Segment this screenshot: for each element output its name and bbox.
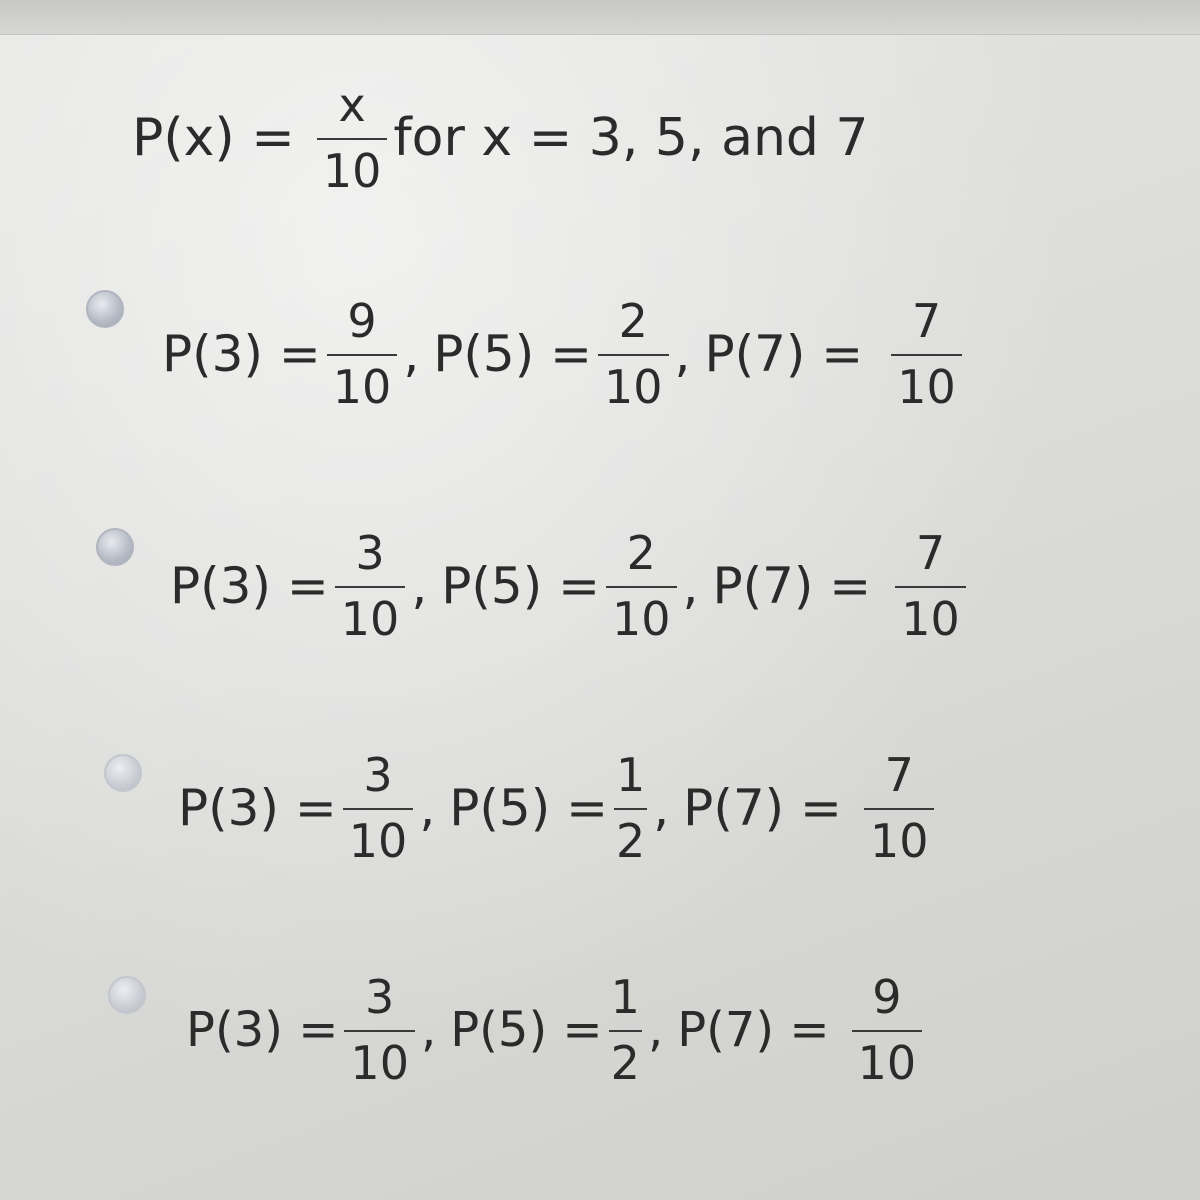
fraction-numerator: 7 [884, 748, 914, 802]
fraction-denominator: 10 [897, 360, 956, 414]
option-label-p3: P(3) = [170, 557, 329, 615]
option-label-p3: P(3) = [178, 779, 337, 837]
option-label-p5: P(5) = [441, 557, 600, 615]
comma: , [403, 325, 420, 383]
question-expression [132, 78, 869, 198]
question-lhs: P(x) = [132, 108, 295, 168]
fraction-numerator: 7 [911, 294, 942, 348]
fraction-bar [606, 586, 677, 588]
fraction-numerator: 2 [626, 526, 656, 580]
fraction-numerator: 3 [355, 526, 385, 580]
option-label-p5: P(5) = [449, 779, 608, 837]
fraction-denominator: 2 [610, 1036, 640, 1090]
fraction-numerator: 2 [618, 294, 648, 348]
fraction-denominator: 10 [869, 814, 929, 868]
comma: , [419, 779, 436, 837]
comma: , [653, 779, 670, 837]
window-top-edge [0, 0, 1200, 35]
fraction-numerator: 3 [363, 748, 393, 802]
fraction-denominator: 10 [322, 144, 382, 198]
fraction-denominator: 10 [350, 1036, 409, 1090]
fraction-bar [864, 808, 935, 810]
answer-radio-2[interactable] [96, 528, 134, 566]
fraction-numerator: 1 [610, 970, 640, 1024]
fraction-bar [852, 1030, 923, 1032]
fraction-bar [327, 354, 398, 356]
option-fraction-p7 [895, 526, 966, 646]
fraction-bar [335, 586, 406, 588]
fraction-denominator: 10 [332, 360, 392, 414]
option-fraction-p3 [335, 526, 406, 646]
option-fraction-p3 [344, 970, 415, 1090]
fraction-denominator: 2 [615, 814, 646, 868]
answer-option-1[interactable] [162, 294, 968, 414]
fraction-numerator: 1 [615, 748, 646, 802]
option-label-p3: P(3) = [186, 1002, 339, 1058]
answer-radio-3[interactable] [104, 754, 142, 792]
option-fraction-p5 [614, 748, 647, 868]
fraction-denominator: 10 [857, 1036, 917, 1090]
fraction-numerator: 9 [872, 970, 902, 1024]
question-fraction [317, 78, 388, 198]
option-fraction-p5 [598, 294, 669, 414]
fraction-bar [343, 808, 414, 810]
option-fraction-p7 [852, 970, 923, 1090]
comma: , [647, 1002, 664, 1058]
fraction-bar [609, 1030, 642, 1032]
fraction-denominator: 10 [603, 360, 663, 414]
option-label-p7: P(7) = [677, 1002, 830, 1058]
comma: , [674, 325, 691, 383]
option-label-p7: P(7) = [712, 557, 872, 615]
fraction-denominator: 10 [901, 592, 960, 646]
fraction-bar [344, 1030, 415, 1032]
option-label-p7: P(7) = [683, 779, 842, 837]
fraction-numerator: x [338, 78, 366, 132]
answer-option-2[interactable] [170, 526, 972, 646]
option-fraction-p7 [864, 748, 935, 868]
option-fraction-p7 [891, 294, 962, 414]
comma: , [411, 557, 428, 615]
answer-radio-4[interactable] [108, 976, 146, 1014]
answer-option-4[interactable] [186, 970, 928, 1090]
fraction-numerator: 3 [365, 970, 395, 1024]
option-label-p7: P(7) = [704, 325, 864, 383]
option-fraction-p5 [606, 526, 677, 646]
option-fraction-p3 [327, 294, 398, 414]
fraction-bar [317, 138, 388, 140]
answer-radio-1[interactable] [86, 290, 124, 328]
fraction-bar [891, 354, 962, 356]
fraction-denominator: 10 [340, 592, 400, 646]
fraction-denominator: 10 [611, 592, 671, 646]
fraction-numerator: 7 [915, 526, 946, 580]
fraction-denominator: 10 [348, 814, 408, 868]
fraction-numerator: 9 [347, 294, 377, 348]
question-rest: for x = 3, 5, and 7 [393, 108, 869, 168]
fraction-bar [614, 808, 647, 810]
option-label-p5: P(5) = [450, 1002, 603, 1058]
option-fraction-p5 [609, 970, 642, 1090]
option-label-p3: P(3) = [162, 325, 321, 383]
answer-option-3[interactable] [178, 748, 940, 868]
comma: , [682, 557, 699, 615]
option-label-p5: P(5) = [433, 325, 592, 383]
fraction-bar [598, 354, 669, 356]
option-fraction-p3 [343, 748, 414, 868]
fraction-bar [895, 586, 966, 588]
comma: , [420, 1002, 437, 1058]
